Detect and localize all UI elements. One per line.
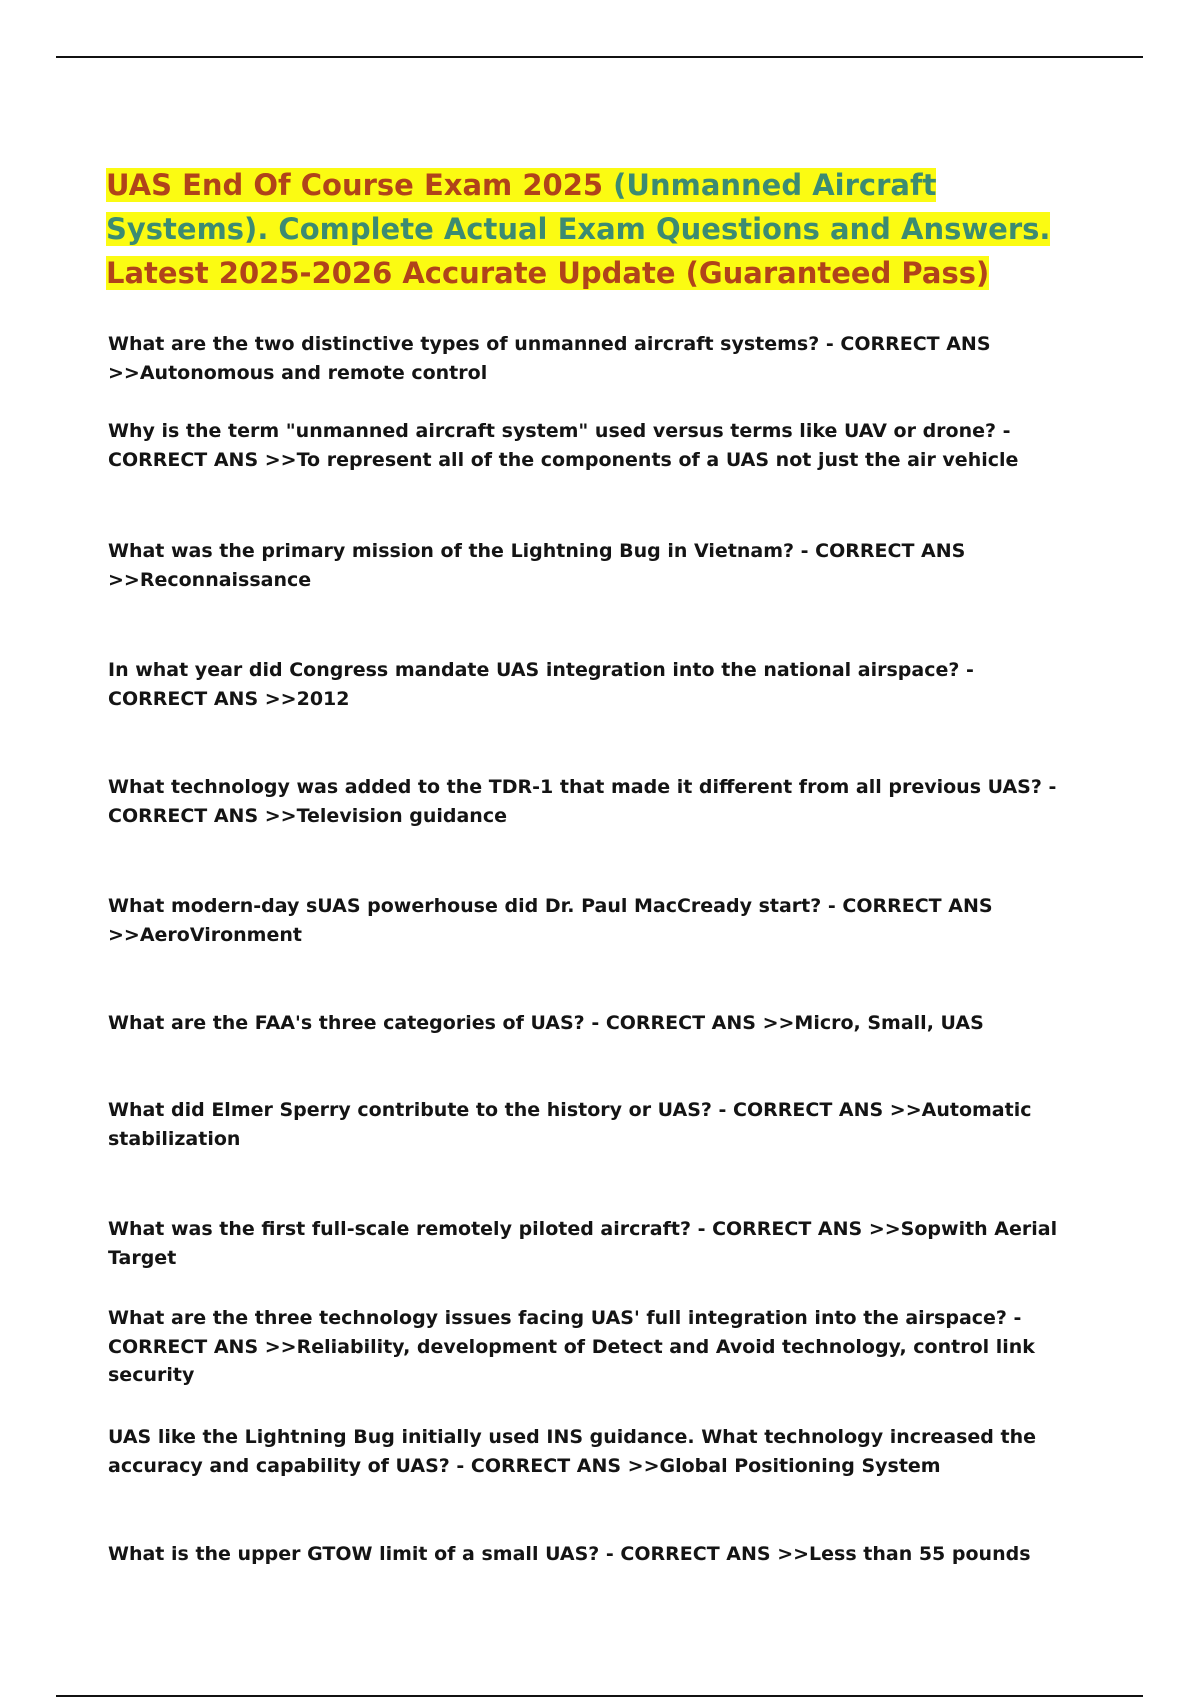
qa-item: What was the first full-scale remotely piloted aircraft? - CORRECT ANS >>Sopwith Aerial Target bbox=[108, 1218, 1058, 1269]
bottom-rule bbox=[56, 1695, 1143, 1697]
title-part-update: Latest 2025-2026 Accurate Update (Guaranteed Pass) bbox=[106, 256, 990, 290]
qa-item: In what year did Congress mandate UAS integration into the national airspace? - CORRECT ANS >>2012 bbox=[108, 659, 974, 710]
qa-item: UAS like the Lightning Bug initially used INS guidance. What technology increased the accuracy and capability of UAS? - CORRECT ANS >>Global Positioning System bbox=[108, 1426, 1037, 1477]
top-rule bbox=[56, 56, 1143, 58]
qa-item: What was the primary mission of the Lightning Bug in Vietnam? - CORRECT ANS >>Reconnaissance bbox=[108, 540, 966, 591]
qa-item: What is the upper GTOW limit of a small UAS? - CORRECT ANS >>Less than 55 pounds bbox=[108, 1543, 1031, 1565]
qa-item: What are the FAA's three categories of UAS? - CORRECT ANS >>Micro, Small, UAS bbox=[108, 1012, 984, 1034]
qa-item: What modern-day sUAS powerhouse did Dr. Paul MacCready start? - CORRECT ANS >>AeroVironment bbox=[108, 895, 993, 946]
document-title bbox=[106, 163, 1106, 295]
qa-item: Why is the term "unmanned aircraft system" used versus terms like UAV or drone? - CORRECT ANS >>To represent all of the components of a UAS not just the air vehicle bbox=[108, 420, 1019, 471]
qa-item: What technology was added to the TDR-1 that made it different from all previous UAS? - CORRECT ANS >>Television guidance bbox=[108, 776, 1057, 827]
title-part-description: (Unmanned Aircraft Systems). Complete Actual Exam Questions and Answers. bbox=[106, 168, 1051, 246]
qa-item: What are the three technology issues facing UAS' full integration into the airspace? - CORRECT ANS >>Reliability, development of Detect and Avoid technology, control link security bbox=[108, 1307, 1035, 1386]
qa-item: What did Elmer Sperry contribute to the history or UAS? - CORRECT ANS >>Automatic stabilization bbox=[108, 1099, 1032, 1150]
qa-item: What are the two distinctive types of unmanned aircraft systems? - CORRECT ANS >>Autonomous and remote control bbox=[108, 333, 991, 384]
title-part-exam-name: UAS End Of Course Exam 2025 bbox=[106, 168, 614, 202]
